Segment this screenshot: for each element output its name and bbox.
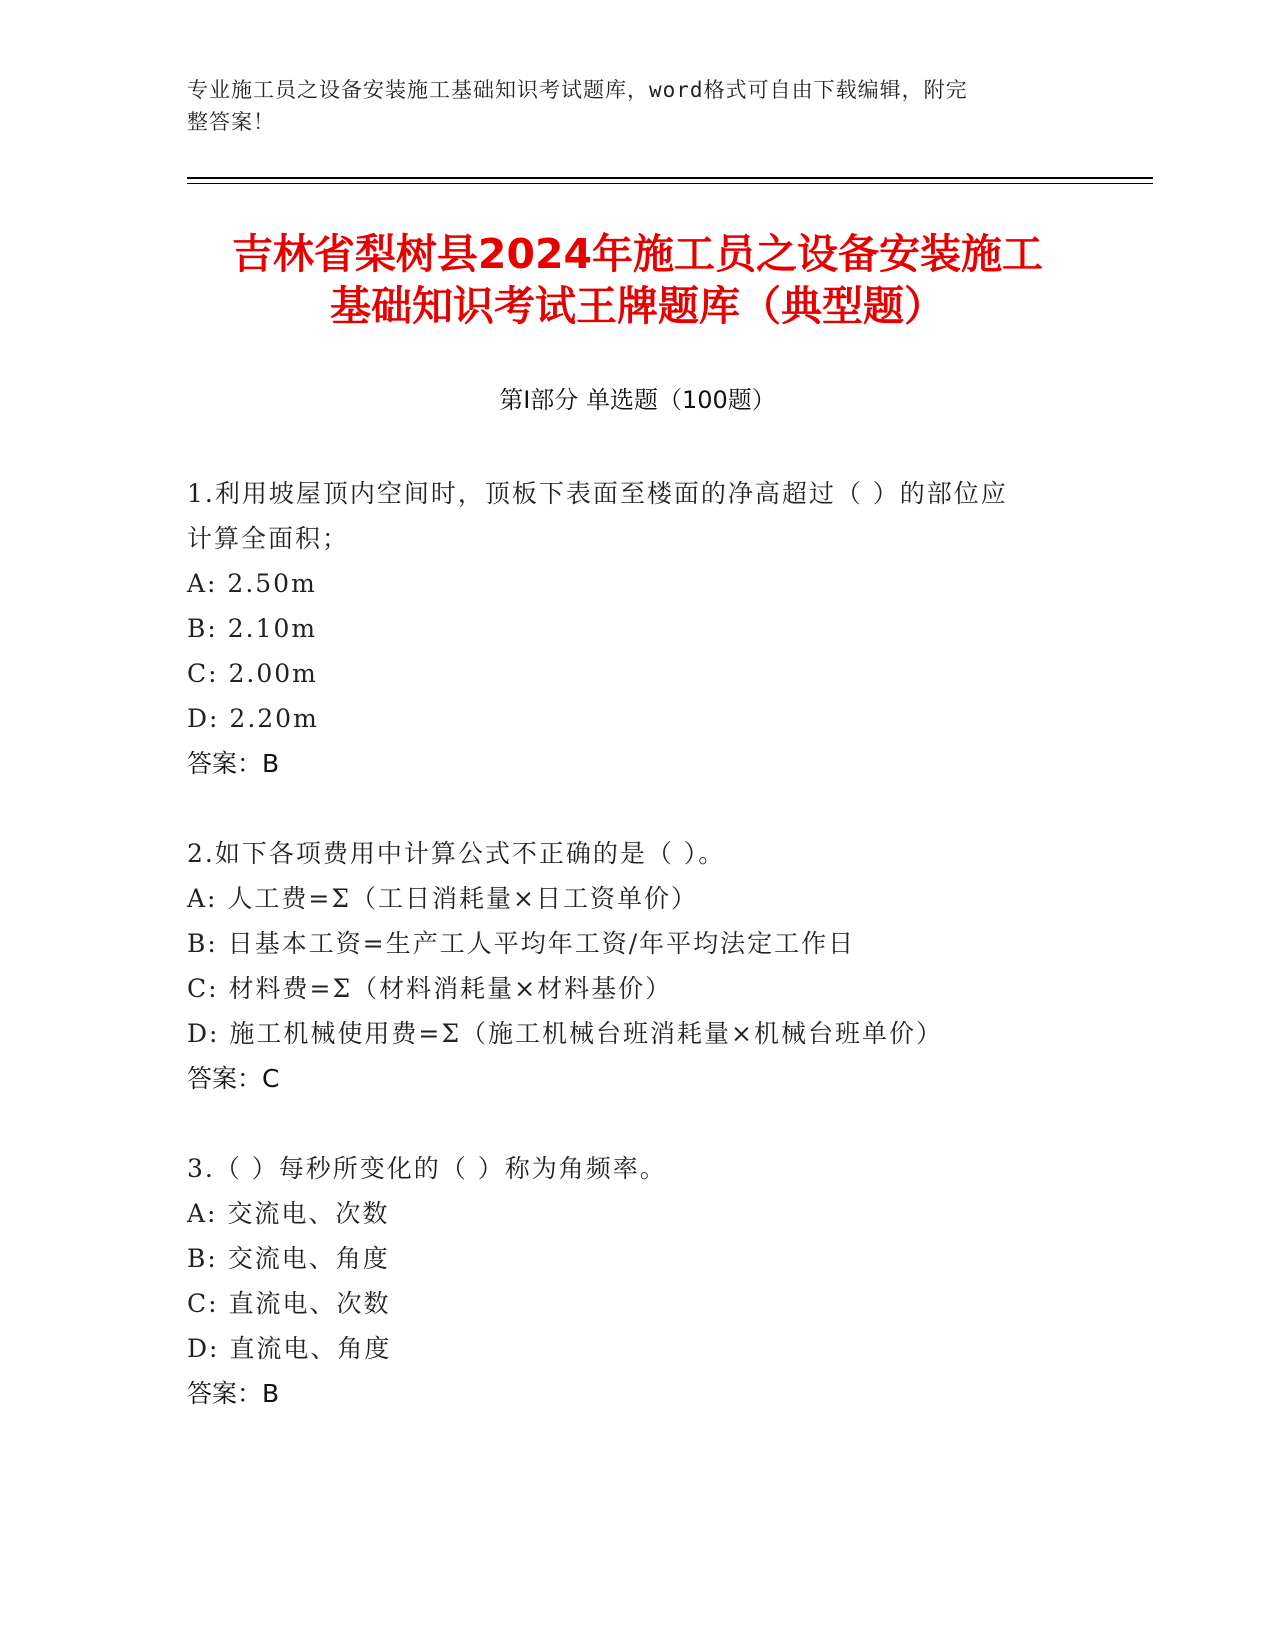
option-b: B: 2.10m [187, 614, 318, 643]
question-1 [187, 471, 1087, 786]
question-2 [187, 831, 1087, 1101]
header-note [187, 74, 1087, 138]
option-d: D: 直流电、角度 [187, 1334, 392, 1363]
document-title [150, 228, 1125, 332]
answer: 答案：B [187, 1379, 280, 1408]
header-note-line-1: 专业施工员之设备安装施工基础知识考试题库，word格式可自由下载编辑，附完 [187, 78, 968, 102]
option-c: C: 直流电、次数 [187, 1289, 391, 1318]
question-stem-line-2: 计算全面积； [187, 524, 350, 553]
option-a: A: 交流电、次数 [187, 1199, 390, 1228]
question-list [187, 471, 1087, 1461]
option-b: B: 交流电、角度 [187, 1244, 390, 1273]
question-stem: 3.（ ）每秒所变化的（ ）称为角频率。 [187, 1154, 667, 1183]
header-note-line-2: 整答案！ [187, 110, 275, 134]
header-rule-thick [187, 177, 1153, 179]
answer: 答案：B [187, 749, 280, 778]
answer: 答案：C [187, 1064, 280, 1093]
option-a: A: 2.50m [187, 569, 317, 598]
option-d: D: 2.20m [187, 704, 319, 733]
question-stem [187, 471, 1067, 561]
option-c: C: 材料费=Σ（材料消耗量×材料基价） [187, 974, 673, 1003]
question-stem: 2.如下各项费用中计算公式不正确的是（ ）。 [187, 839, 726, 868]
section-heading: 第Ⅰ部分 单选题（100题） [499, 386, 776, 414]
option-a: A: 人工费=Σ（工日消耗量×日工资单价） [187, 884, 698, 913]
option-d: D: 施工机械使用费=Σ（施工机械台班消耗量×机械台班单价） [187, 1019, 943, 1048]
document-title-line-1: 吉林省梨树县2024年施工员之设备安装施工 [231, 230, 1044, 278]
option-b: B: 日基本工资=生产工人平均年工资/年平均法定工作日 [187, 929, 856, 958]
question-stem-line-1: 1.利用坡屋顶内空间时，顶板下表面至楼面的净高超过（ ）的部位应 [187, 479, 1008, 508]
header-rule-thin [187, 183, 1153, 184]
question-3 [187, 1146, 1087, 1416]
document-title-line-2: 基础知识考试王牌题库（典型题） [330, 282, 945, 330]
option-c: C: 2.00m [187, 659, 318, 688]
